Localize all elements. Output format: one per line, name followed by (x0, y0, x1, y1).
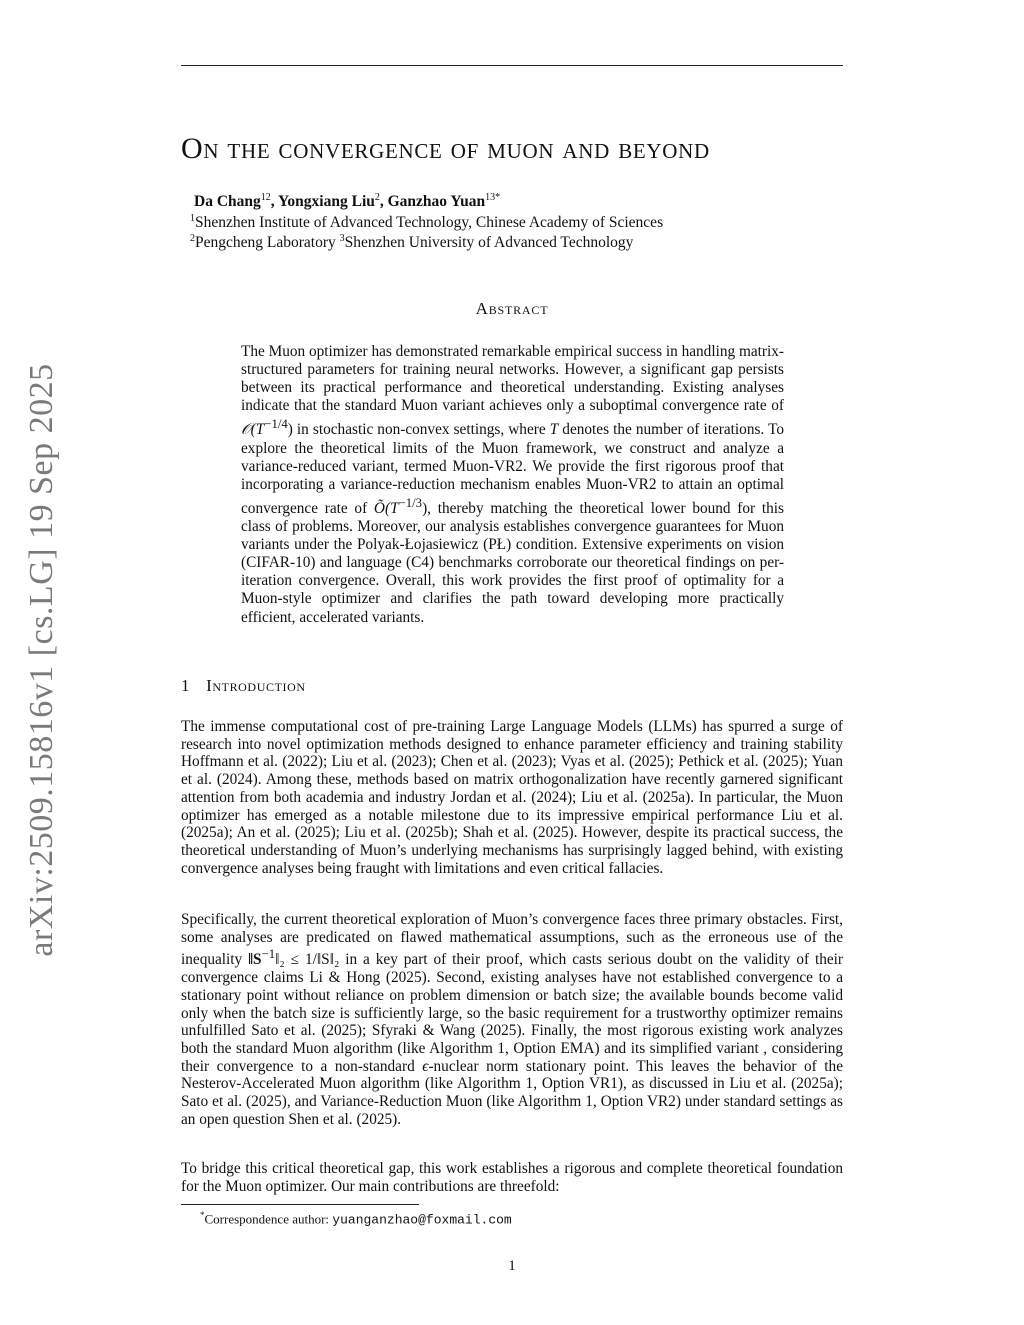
affiliation-line-1: $^1$Shenzhen Institute of Advanced Technology, Chinese Academy of Sciences (190, 213, 664, 232)
section-title: Introduction (206, 676, 306, 695)
intro-paragraph-3: To bridge this critical theoretical gap, this work establishes a rigorous and complete theoretical foundation for the Muon optimizer. Our main contributions are threefold: (181, 1160, 843, 1195)
intro-paragraph-2: Specifically, the current theoretical exploration of Muon’s convergence faces three primary obstacles. First, some analyses are predicated on flawed mathematical assumptions, such as the erroneous use of the inequality $‖S^{-1}‖_2$ ≤ 1/‖S‖₂ in a key part of their proof, which casts serious doubt on the validity of their convergence claims Li & Hong (2025). Second, existing analyses have not established convergence to a stationary point without reliance on problem dimension or batch size; the available bounds become valid only when the batch size is sufficiently large, so the basic requirement for a trustworthy optimizer remains unfulfilled Sato et al. (2025); Sfyraki & Wang (2025). Finally, the most rigorous existing work analyzes both the standard Muon algorithm (like Algorithm 1, Option EMA) and its simplified variant , considering their convergence to a non-standard ϵ-nuclear norm stationary point. This leaves the behavior of the Nesterov-Accelerated Muon algorithm (like Algorithm 1, Option VR1), as discussed in Liu et al. (2025a); Sato et al. (2025), and Variance-Reduction Muon (like Algorithm 1, Option VR2) under standard settings as an open question Shen et al. (2025). (181, 911, 844, 1128)
author-affil-mark: 13* (485, 192, 501, 203)
abstract-body: The Muon optimizer has demonstrated remarkable empirical success in handling matrix-structured parameters for training neural networks. However, a significant gap persists between its practical performance and theoretical understanding. Existing analyses indicate that the standard Muon variant achieves only a suboptimal convergence rate of $𝒪(T^{-1/4})$ in stochastic non-convex settings, where T denotes the number of iterations. To explore the theoretical limits of the Muon framework, we construct and analyze a variance-reduced variant, termed Muon-VR2. We provide the first rigorous proof that incorporating a variance-reduction mechanism enables Muon-VR2 to attain an optimal convergence rate of $Õ(T^{-1/3})$, thereby matching the theoretical lower bound for this class of problems. Moreover, our analysis establishes convergence guarantees for Muon variants under the Polyak-Łojasiewicz (PŁ) condition. Extensive experiments on vision (CIFAR-10) and language (C4) benchmarks corroborate our theoretical findings on per-iteration convergence. Overall, this work provides the first proof of optimality for a Muon-style optimizer and clarifies the path toward developing more practically efficient, accelerated variants. (241, 343, 784, 626)
author-affil-mark: 2 (374, 192, 380, 203)
intro-paragraph-1: The immense computational cost of pre-training Large Language Models (LLMs) has spurred a surge of research into novel optimization methods designed to enhance parameter efficiency and training stability Hoffmann et al. (2022); Liu et al. (2023); Chen et al. (2023); Vyas et al. (2025); Pethick et al. (2025); Yuan et al. (2024). Among these, methods based on matrix orthogonalization have recently garnered significant attention from both academia and industry Jordan et al. (2024); Liu et al. (2025a). In particular, the Muon optimizer has emerged as a notable milestone due to its impressive empirical performance Liu et al. (2025a); An et al. (2025); Liu et al. (2025b); Shah et al. (2025). However, despite its practical success, the theoretical understanding of Muon’s underlying mechanisms has surprisingly lagged behind, with existing convergence analyses being fraught with limitations and even critical fallacies. (181, 718, 843, 877)
footnote: *Correspondence author: yuanganzhao@foxmail.com (200, 1210, 512, 1228)
author-name: Da Chang (194, 193, 261, 211)
paper-title: On the convergence of muon and beyond (181, 132, 710, 165)
footnote-rule (181, 1204, 419, 1205)
author-affil-mark: 12 (260, 192, 271, 203)
page-number: 1 (508, 1258, 516, 1274)
section-number: 1 (181, 676, 191, 695)
header-rule (181, 65, 843, 66)
author-name: Ganzhao Yuan (387, 193, 486, 211)
author-name: Yongxiang Liu (277, 193, 375, 211)
arxiv-identifier: arXiv:2509.15816v1 [cs.LG] 19 Sep 2025 (23, 363, 60, 957)
email-link[interactable]: yuanganzhao@foxmail.com (332, 1212, 512, 1228)
affiliation-line-2: $^2$Pengcheng Laboratory $^3$Shenzhen University of Advanced Technology (190, 233, 634, 252)
abstract-heading: Abstract (475, 299, 549, 318)
section-heading-introduction (181, 676, 306, 696)
author-list: Da Chang$^{12}$, Yongxiang Liu$^2$, Ganzhao Yuan$^{13*}$ (194, 192, 501, 211)
